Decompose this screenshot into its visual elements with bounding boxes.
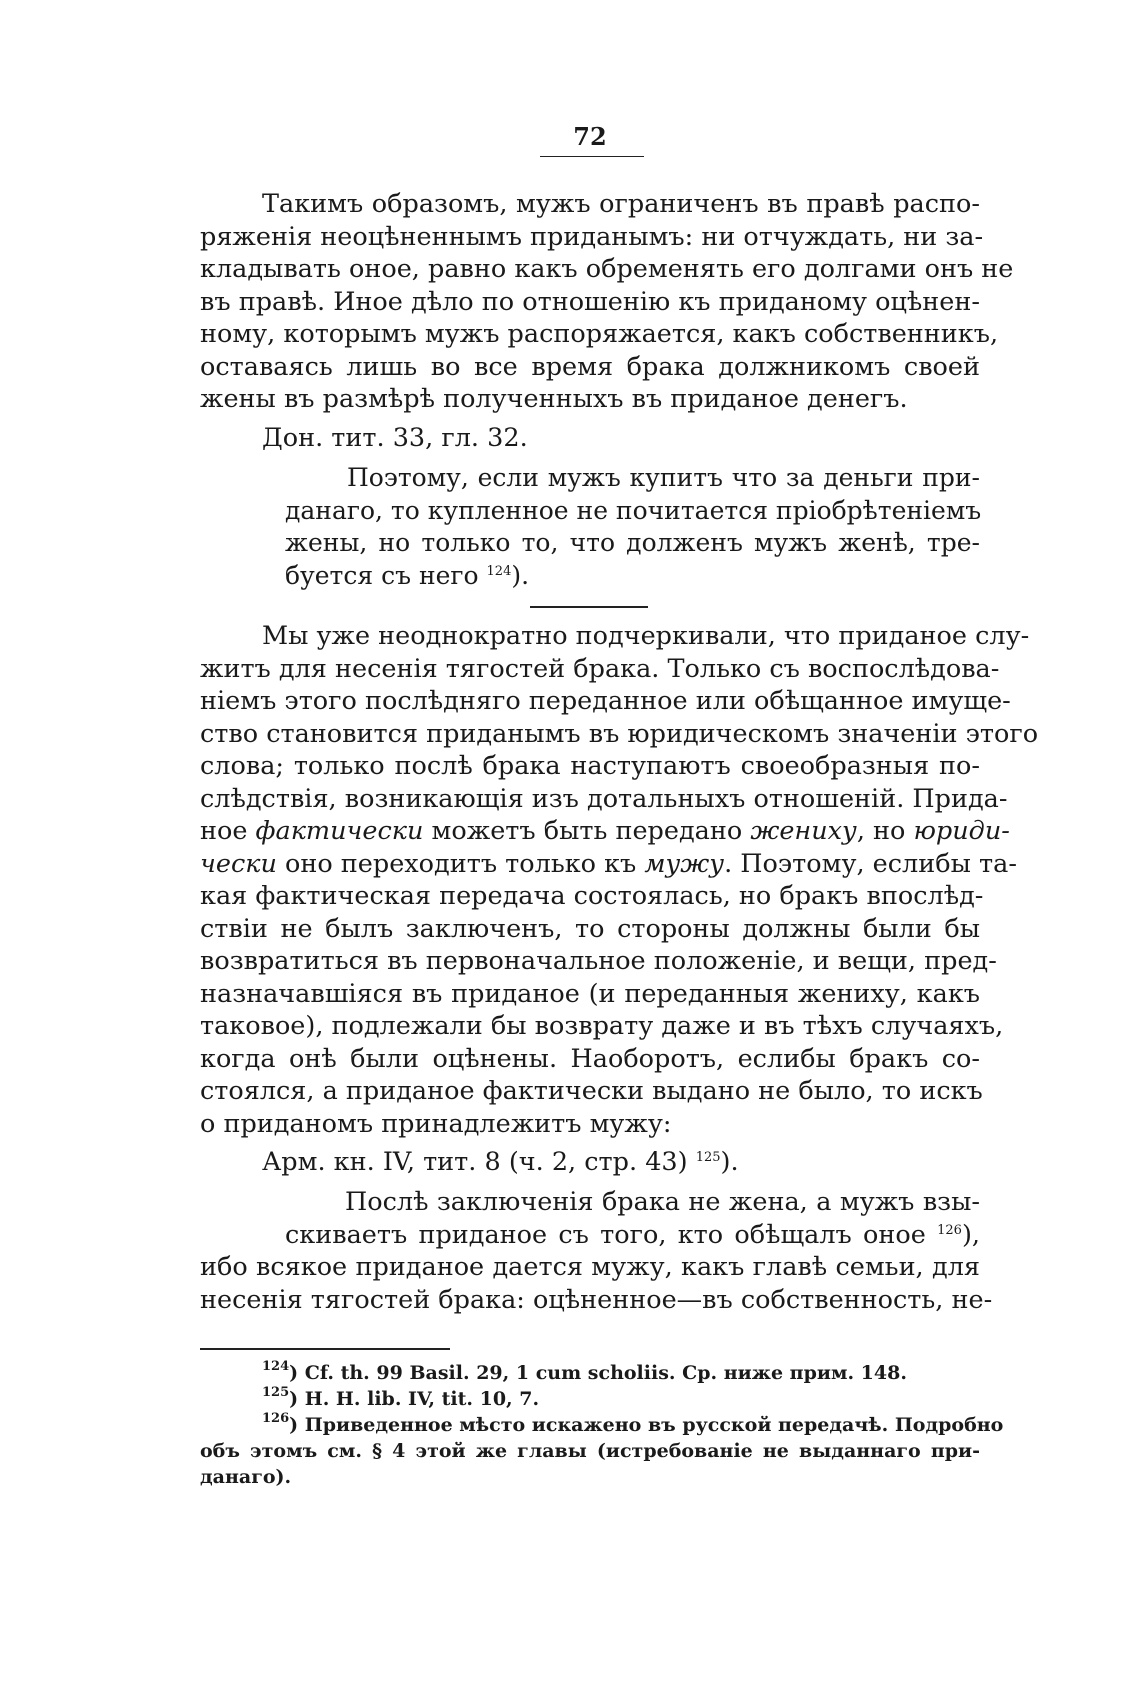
text-line: жены, но только то, что долженъ мужъ женѣ, тре- — [285, 528, 980, 557]
text-line: кая фактическая передача состоялась, но бракъ впослѣд- — [200, 881, 984, 911]
text-run: , но — [856, 816, 914, 846]
text-line: жены въ размѣрѣ полученныхъ въ приданое денегъ. — [200, 384, 908, 414]
text-run: скиваетъ приданое съ того, кто обѣщалъ оное — [285, 1219, 926, 1250]
text-run: ), — [961, 1219, 981, 1250]
text-line: оставаясь лишь во все время брака должникомъ своей — [200, 351, 980, 382]
section-divider — [530, 606, 648, 608]
text-line: возвратиться въ первоначальное положеніе, и вещи, пред- — [200, 946, 997, 976]
text-line: несенія тягостей брака: оцѣненное—въ собственность, не- — [200, 1284, 993, 1315]
footnote-number: 125 — [262, 1385, 290, 1400]
quote-1-suffix: ). — [511, 560, 530, 590]
footnote-124 — [200, 1360, 980, 1386]
text-line: Поэтому, если мужъ купитъ что за деньги при- — [347, 463, 980, 492]
text-line: назначавшіяся въ приданое (и переданныя жениху, какъ — [200, 978, 980, 1009]
footnote-text: ) Приведенное мѣсто искажено въ русской передачѣ. Подробно — [289, 1414, 1004, 1436]
footnote-ref: 125 — [695, 1150, 721, 1165]
text-line: въ правѣ. Иное дѣло по отношенію къ приданому оцѣнен- — [200, 286, 980, 317]
quote-1 — [285, 462, 980, 592]
text-line — [200, 815, 1010, 848]
footnote-ref: 126 — [937, 1222, 962, 1238]
citation-2 — [262, 1146, 739, 1178]
text-run: ное — [200, 816, 256, 846]
text-run: можетъ быть передано — [423, 816, 751, 846]
text-line: кладывать оное, равно какъ обременять его долгами онъ не — [200, 254, 1014, 284]
text-line: таковое), подлежали бы возврату даже и въ тѣхъ случаяхъ, — [200, 1011, 1004, 1041]
emphasis: чески — [200, 848, 277, 879]
text-run: оно переходитъ только къ — [276, 848, 645, 879]
paragraph-2 — [200, 620, 1039, 1140]
paragraph-1 — [200, 188, 1014, 416]
text-line: о приданомъ принадлежитъ мужу: — [200, 1108, 672, 1139]
text-line: данаго, то купленное не почитается пріобрѣтеніемъ — [285, 495, 982, 525]
text-line: слова; только послѣ брака наступаютъ своеобразныя по- — [200, 751, 980, 781]
text-line: ство становится приданымъ въ юридическомъ значеніи этого — [200, 718, 1039, 749]
text-line: Мы уже неоднократно подчеркивали, что приданое слу- — [262, 621, 1030, 651]
footnote-125 — [200, 1386, 980, 1412]
text-line — [200, 1219, 980, 1252]
footnote-divider — [200, 1348, 450, 1350]
quote-1-last-text: буется съ него — [285, 560, 479, 590]
page-number: 72 — [573, 122, 607, 151]
citation-2-text: Арм. кн. IV, тит. 8 (ч. 2, стр. 43) — [262, 1147, 688, 1177]
footnote-text: ) Cf. th. 99 Basil. 29, 1 cum scholiis. Ср. ниже прим. 148. — [289, 1362, 907, 1384]
text-line: ному, которымъ мужъ распоряжается, какъ собственникъ, — [200, 319, 999, 349]
footnote-number: 126 — [262, 1411, 290, 1426]
footnote-126 — [200, 1411, 1004, 1438]
text-line — [285, 560, 980, 593]
footnote-number: 124 — [262, 1359, 290, 1374]
footnote-continuation: данаго). — [200, 1466, 292, 1488]
text-line: ствіи не былъ заключенъ, то стороны должны были бы — [200, 913, 980, 944]
footnotes — [200, 1359, 1004, 1490]
emphasis: мужу — [644, 848, 725, 879]
text-line: Послѣ заключенія брака не жена, а мужъ взы- — [345, 1187, 980, 1217]
footnote-continuation: объ этомъ см. § 4 этой же главы (истребованіе не выданнаго при- — [200, 1440, 980, 1462]
text-line: ибо всякое приданое дается мужу, какъ главѣ семьи, для — [200, 1252, 980, 1282]
text-line: житъ для несенія тягостей брака. Только съ воспослѣдова- — [200, 653, 1000, 684]
footnote-ref: 124 — [486, 563, 512, 579]
text-line — [200, 848, 1017, 881]
footnote-text: ) H. H. lib. IV, tit. 10, 7. — [289, 1388, 540, 1410]
text-line: Такимъ образомъ, мужъ ограниченъ въ правѣ распо- — [262, 189, 980, 219]
page-number-rule — [540, 156, 644, 157]
citation-2-suffix: ). — [720, 1147, 739, 1177]
text-line: ряженія неоцѣненнымъ приданымъ: ни отчуждать, ни за- — [200, 221, 984, 252]
emphasis: жениху — [750, 816, 857, 846]
text-line: стоялся, а приданое фактически выдано не было, то искъ — [200, 1076, 983, 1106]
text-line: слѣдствія, возникающія изъ дотальныхъ отношеній. Прида- — [200, 783, 1008, 814]
text-line: ніемъ этого послѣдняго переданное или обѣщанное имуще- — [200, 686, 1011, 716]
emphasis: фактически — [255, 816, 424, 846]
citation-1: Дон. тит. 33, гл. 32. — [262, 423, 528, 453]
text-run: . Поэтому, еслибы та- — [724, 848, 1017, 879]
text-line: когда онѣ были оцѣнены. Наоборотъ, еслибы бракъ со- — [200, 1043, 980, 1074]
emphasis: юриди- — [913, 816, 1010, 846]
quote-2 — [200, 1186, 993, 1316]
